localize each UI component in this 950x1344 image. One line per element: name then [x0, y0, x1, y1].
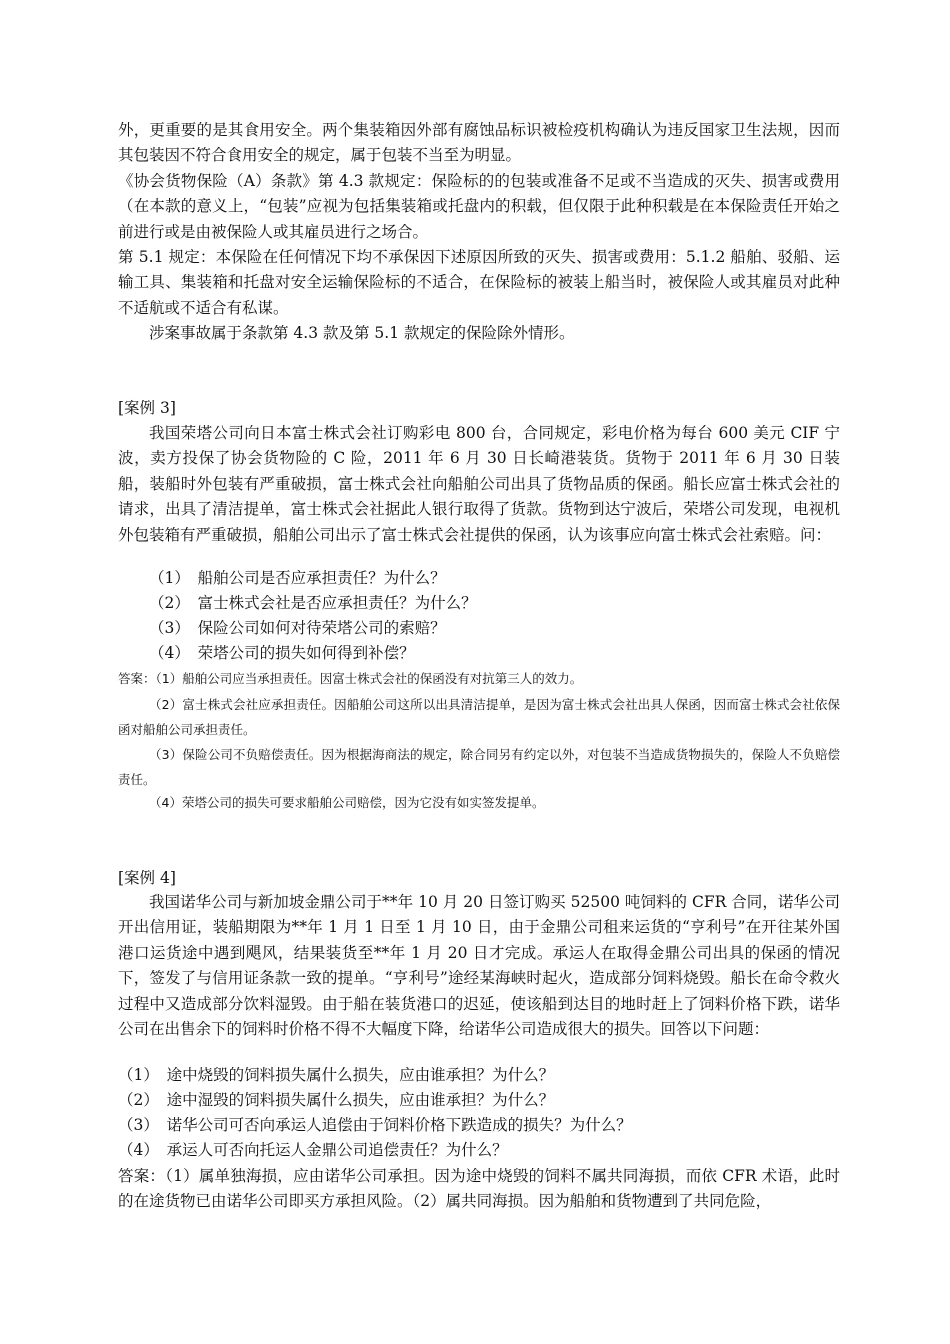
intro-paragraph-4: 涉案事故属于条款第 4.3 款及第 5.1 款规定的保险除外情形。 — [149, 324, 575, 342]
intro-paragraph-2: 《协会货物保险（A）条款》第 4.3 款规定：保险标的的包装或准备不足或不当造成的灭失、损害或费用（在本款的意义上，“包装”应视为包括集装箱或托盘内的积载，但仅限于此种积载是在本保险责任开始之前进行或是由被保险人或其雇员进行之场合。 — [118, 172, 840, 241]
case4-answer: 答案：（1）属单独海损，应由诺华公司承担。因为途中烧毁的饲料不属共同海损，而依 CFR 术语，此时的在途货物已由诺华公司即买方承担风险。（2）属共同海损。因为船舶和货物遭到了共同危险， — [118, 1167, 840, 1211]
case4-body: 我国诺华公司与新加坡金鼎公司于**年 10 月 20 日签订购买 52500 吨饲料的 CFR 合同，诺华公司开出信用证，装船期限为**年 1 月 1 日至 1 月 10 日，由于金鼎公司租来运货的“亨利号”在开往某外国港口运货途中遇到飓风，结果装货至**年 1 月 20 日才完成。承运人在取得金鼎公司出具的保函的情况下，签发了与信用证条款一致的提单。“亨利号”途经某海峡时起火，造成部分饲料烧毁。船长在命令救火过程中又造成部分饮料湿毁。由于船在装货港口的迟延，使该船到达目的地时赶上了饲料价格下跌，诺华公司在出售余下的饲料时价格不得不大幅度下降，给诺华公司造成很大的损失。回答以下问题： — [118, 893, 840, 1039]
case3-question-1: （1） 船舶公司是否应承担责任？为什么？ — [149, 569, 446, 587]
case3-question-2: （2） 富士株式会社是否应承担责任？为什么？ — [149, 594, 477, 612]
case3-answer-3: （3）保险公司不负赔偿责任。因为根据海商法的规定，除合同另有约定以外，对包装不当造成货物损失的，保险人不负赔偿责任。 — [118, 747, 840, 787]
case3-question-4: （4） 荣塔公司的损失如何得到补偿？ — [149, 644, 415, 662]
case4-question-4: （4） 承运人可否向托运人金鼎公司追偿责任？为什么？ — [118, 1141, 508, 1159]
case3-body: 我国荣塔公司向日本富士株式会社订购彩电 800 台，合同规定，彩电价格为每台 600 美元 CIF 宁波，卖方投保了协会货物险的 C 险，2011 年 6 月 30 日长崎港装货。货物于 2011 年 6 月 30 日装船，装船时外包装有严重破损，富士株式会社向船舶公司出具了货物品质的保函。船长应富士株式会社的请求，出具了清洁提单，富士株式会社据此人银行取得了货款。货物到达宁波后，荣塔公司发现，电视机外包装箱有严重破损，船舶公司出示了富士株式会社提供的保函，认为该事应向富士株式会社索赔。问： — [118, 424, 840, 544]
case3-answer-4: （4）荣塔公司的损失可要求船舶公司赔偿，因为它没有如实签发提单。 — [149, 795, 545, 810]
case4-question-2: （2） 途中湿毁的饲料损失属什么损失，应由谁承担？为什么？ — [118, 1091, 555, 1109]
intro-paragraph-3: 第 5.1 规定：本保险在任何情况下均不承保因下述原因所致的灭失、损害或费用：5.1.2 船舶、驳船、运输工具、集装箱和托盘对安全运输保险标的不适合，在保险标的被装上船当时，被保险人或其雇员对此种不适航或不适合有私谋。 — [118, 248, 840, 317]
case3-answer-2: （2）富士株式会社应承担责任。因船舶公司这所以出具清洁提单，是因为富士株式会社出具人保函，因而富士株式会社依保函对船舶公司承担责任。 — [118, 697, 840, 737]
case3-question-3: （3） 保险公司如何对待荣塔公司的索赔？ — [149, 619, 446, 637]
intro-paragraph-1: 外，更重要的是其食用安全。两个集装箱因外部有腐蚀品标识被检疫机构确认为违反国家卫生法规，因而其包装因不符合食用安全的规定，属于包装不当至为明显。 — [118, 121, 840, 165]
case3-answer-1: 答案：（1）船舶公司应当承担责任。因富士株式会社的保函没有对抗第三人的效力。 — [118, 671, 583, 686]
case4-question-1: （1） 途中烧毁的饲料损失属什么损失，应由谁承担？为什么？ — [118, 1066, 555, 1084]
case3-heading: [案例 3] — [118, 399, 176, 417]
case4-heading: [案例 4] — [118, 869, 176, 887]
case4-question-3: （3） 诺华公司可否向承运人追偿由于饲料价格下跌造成的损失？为什么？ — [118, 1116, 632, 1134]
